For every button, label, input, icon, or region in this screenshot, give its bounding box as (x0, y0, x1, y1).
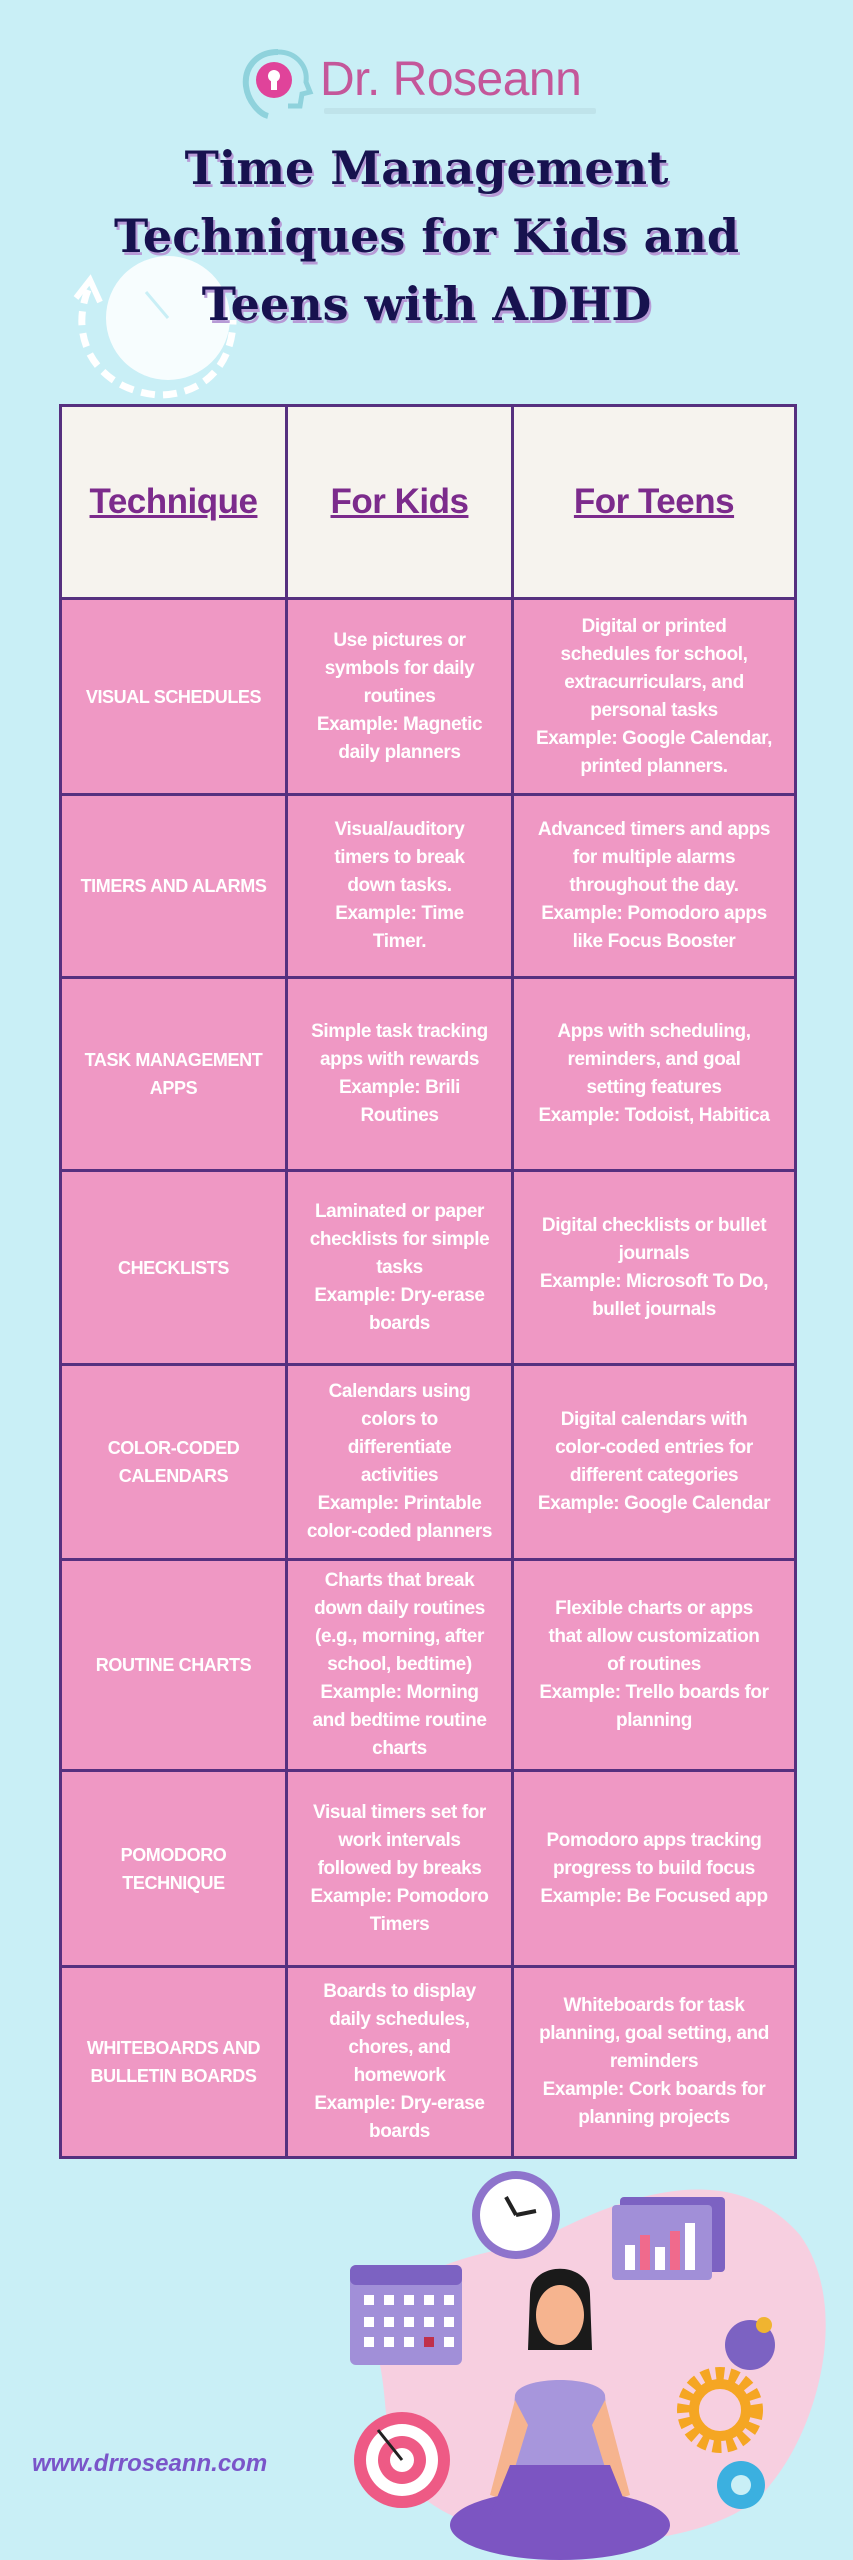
kids-cell: Visual/auditory timers to break down tasks. Example: Time Timer. (287, 795, 513, 978)
table-row (61, 1560, 796, 1771)
header-for-teens: For Teens (513, 406, 796, 599)
bar-chart-icon (612, 2197, 725, 2280)
table-row (61, 1967, 796, 2158)
technique-cell: TASK MANAGEMENT APPS (61, 978, 287, 1171)
technique-cell: VISUAL SCHEDULES (61, 599, 287, 795)
table-header-row (61, 406, 796, 599)
technique-cell: POMODORO TECHNIQUE (61, 1771, 287, 1967)
brand-logo (238, 48, 618, 120)
kids-cell: Charts that break down daily routines (e.g., morning, after school, bedtime) Example: Morning and bedtime routine charts (287, 1560, 513, 1771)
page-title: Time Management Techniques for Kids and Teens with ADHD (113, 141, 740, 331)
kids-cell: Use pictures or symbols for daily routines Example: Magnetic daily planners (287, 599, 513, 795)
table-row (61, 1365, 796, 1560)
techniques-table (59, 404, 797, 2159)
technique-cell: COLOR-CODED CALENDARS (61, 1365, 287, 1560)
teens-cell: Digital calendars with color-coded entries for different categories Example: Google Calendar (513, 1365, 796, 1560)
kids-cell: Visual timers set for work intervals followed by breaks Example: Pomodoro Timers (287, 1771, 513, 1967)
brand-tagline-bar (324, 108, 596, 114)
table-row (61, 1171, 796, 1365)
clock-icon (472, 2171, 560, 2259)
gear-blue-icon (717, 2461, 765, 2509)
kids-cell: Simple task tracking apps with rewards Example: Brili Routines (287, 978, 513, 1171)
calendar-icon (350, 2265, 462, 2365)
header-technique: Technique (61, 406, 287, 599)
technique-cell: WHITEBOARDS AND BULLETIN BOARDS (61, 1967, 287, 2158)
header-for-kids: For Kids (287, 406, 513, 599)
technique-cell: TIMERS AND ALARMS (61, 795, 287, 978)
table-row (61, 978, 796, 1171)
head-keyhole-icon (238, 48, 314, 120)
target-icon (354, 2412, 450, 2508)
teens-cell: Digital checklists or bullet journals Example: Microsoft To Do, bullet journals (513, 1171, 796, 1365)
teens-cell: Advanced timers and apps for multiple alarms throughout the day. Example: Pomodoro apps like Focus Booster (513, 795, 796, 978)
table-row (61, 1771, 796, 1967)
teens-cell: Apps with scheduling, reminders, and goal setting features Example: Todoist, Habitica (513, 978, 796, 1171)
meditating-girl-illustration (300, 2165, 840, 2560)
website-link[interactable]: www.drroseann.com (32, 2450, 268, 2477)
technique-cell: CHECKLISTS (61, 1171, 287, 1365)
teens-cell: Flexible charts or apps that allow customization of routines Example: Trello boards for planning (513, 1560, 796, 1771)
table-row (61, 599, 796, 795)
brand-name: Dr. Roseann (320, 53, 582, 106)
teens-cell: Pomodoro apps tracking progress to build focus Example: Be Focused app (513, 1771, 796, 1967)
teens-cell: Whiteboards for task planning, goal setting, and reminders Example: Cork boards for planning projects (513, 1967, 796, 2158)
kids-cell: Boards to display daily schedules, chores, and homework Example: Dry-erase boards (287, 1967, 513, 2158)
teens-cell: Digital or printed schedules for school, extracurriculars, and personal tasks Example: Google Calendar, printed planners. (513, 599, 796, 795)
kids-cell: Laminated or paper checklists for simple tasks Example: Dry-erase boards (287, 1171, 513, 1365)
table-row (61, 795, 796, 978)
kids-cell: Calendars using colors to differentiate activities Example: Printable color-coded planners (287, 1365, 513, 1560)
technique-cell: ROUTINE CHARTS (61, 1560, 287, 1771)
